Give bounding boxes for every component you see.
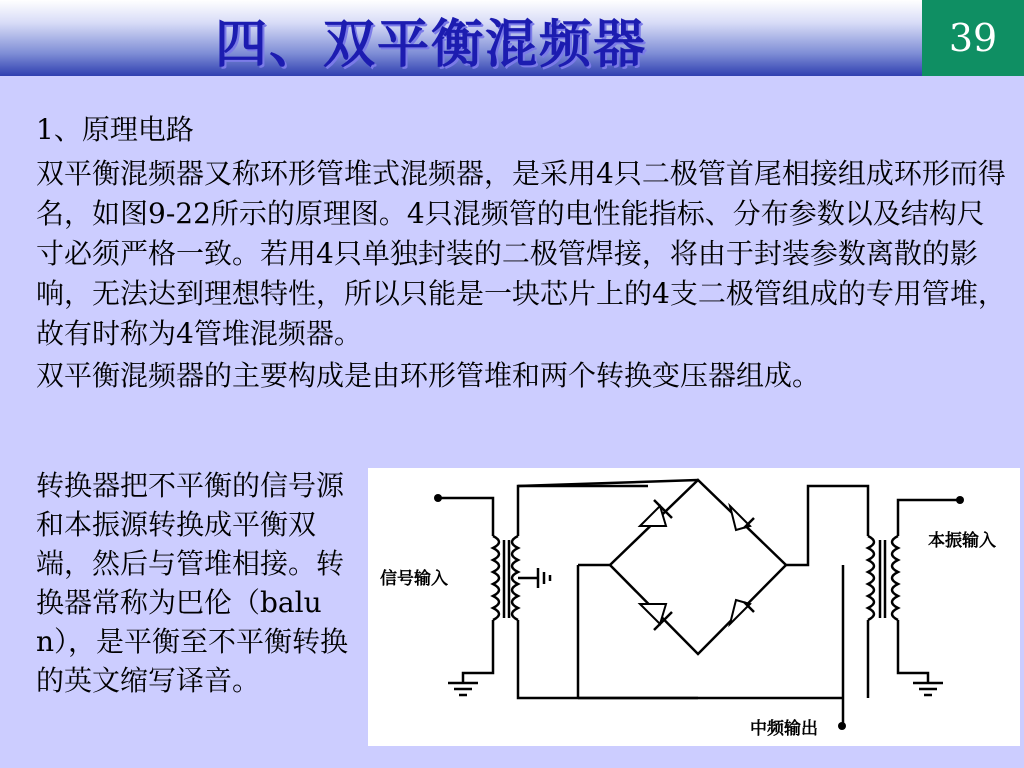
signal-input-label: 信号输入 <box>380 569 448 589</box>
circuit-diagram <box>368 468 1020 746</box>
page-number-badge: 39 <box>922 0 1024 76</box>
section-label: 1、原理电路 <box>36 113 194 146</box>
slide-title: 四、双平衡混频器 <box>215 15 648 75</box>
double-balanced-mixer-schematic <box>368 468 1020 746</box>
paragraph-composition: 双平衡混频器的主要构成是由环形管堆和两个转换变压器组成。 <box>36 359 821 392</box>
paragraph-principle: 双平衡混频器又称环形管堆式混频器，是采用4只二极管首尾相接组成环形而得名，如图9-22所示的原理图。4只混频管的电性能指标、分布参数以及结构尺寸必须严格一致。若用4只单独封装的二极管焊接，将由于封装参数离散的影响，无法达到理想特性，所以只能是一块芯片上的4支二极管组成的专用管堆，故有时称为4管堆混频器。 <box>36 157 1006 350</box>
balun-description: 转换器把不平衡的信号源和本振源转换成平衡双端，然后与管堆相接。转换器常称为巴伦（balun），是平衡至不平衡转换的英文缩写译音。 <box>36 469 349 697</box>
slide-header <box>0 0 1024 76</box>
main-content <box>36 110 1011 398</box>
if-output-label: 中频输出 <box>750 719 818 739</box>
lo-input-label: 本振输入 <box>928 531 996 551</box>
